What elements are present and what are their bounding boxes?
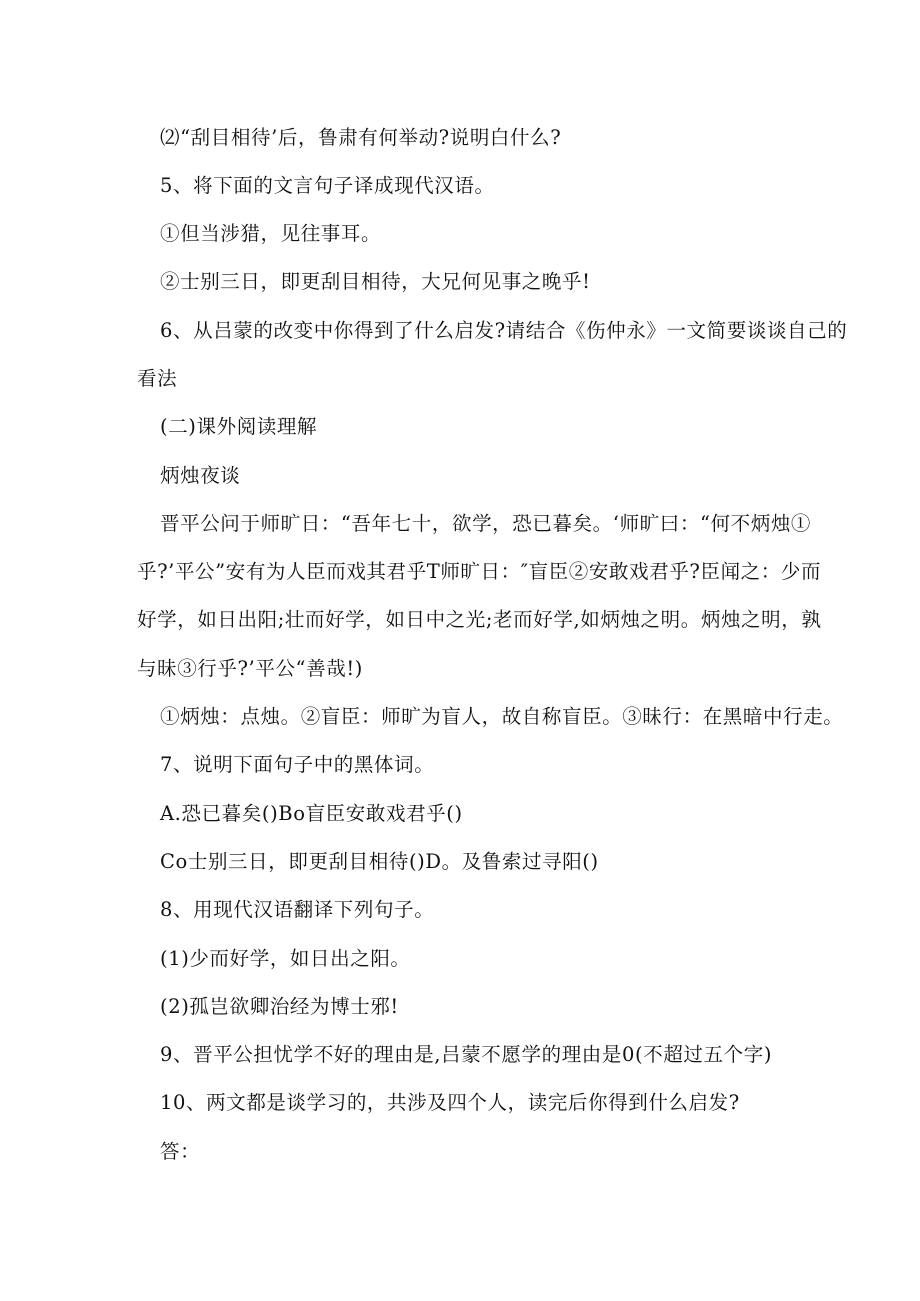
question-4-2: ⑵“刮目相待’后，鲁肃有何举动?说明白什么?: [160, 126, 562, 149]
question-8-item-1: (1)少而好学，如日出之阳。: [160, 947, 411, 970]
question-5-item-2: ②士别三日，即更刮目相待，大兄何见事之晚乎!: [160, 270, 591, 293]
passage-title: 炳烛夜谈: [160, 464, 241, 487]
section-heading: (二)课外阅读理解: [160, 415, 318, 438]
question-7-prompt: 7、说明下面句子中的黑体词。: [160, 753, 435, 776]
question-8-item-2: (2)孤岂欲卿治经为博士邪!: [160, 995, 399, 1018]
question-6-prompt-cont: 看法: [137, 367, 178, 390]
question-5-item-1: ①但当涉猎，见往事耳。: [160, 222, 382, 245]
question-8-prompt: 8、用现代汉语翻译下列句子。: [160, 898, 435, 921]
passage-line-3: 好学，如日出阳;壮而好学，如日中之光;老而好学,如炳烛之明。炳烛之明，孰: [137, 608, 822, 631]
question-7-items-cd: Co士别三日，即更刮目相待()D。及鲁索过寻阳(): [160, 850, 599, 873]
passage-line-2: 乎?’平公”安有为人臣而戏其君乎T师旷日：″盲臣②安敢戏君乎?臣闻之：少而: [137, 560, 822, 583]
passage-notes: ①炳烛：点烛。②盲臣：师旷为盲人，故自称盲臣。③昧行：在黑暗中行走。: [160, 705, 844, 728]
answer-label: 答：: [160, 1140, 201, 1163]
question-5-prompt: 5、将下面的文言句子译成现代汉语。: [160, 174, 495, 197]
question-9-prompt: 9、晋平公担忧学不好的理由是,吕蒙不愿学的理由是0(不超过五个字): [160, 1043, 773, 1066]
question-7-items-ab: A.恐已暮矣()Bo盲臣安敢戏君乎(): [160, 802, 463, 825]
passage-line-1: 晋平公问于师旷日：“吾年七十，欲学，恐已暮矣。‘师旷曰：“何不炳烛①: [160, 512, 812, 535]
question-6-prompt: 6、从吕蒙的改变中你得到了什么启发?请结合《伤仲永》一文简要谈谈自己的: [160, 319, 848, 342]
passage-line-4: 与昧③行乎?’平公“善哉!): [137, 657, 363, 680]
question-10-prompt: 10、两文都是谈学习的，共涉及四个人，读完后你得到什么启发?: [160, 1091, 740, 1114]
